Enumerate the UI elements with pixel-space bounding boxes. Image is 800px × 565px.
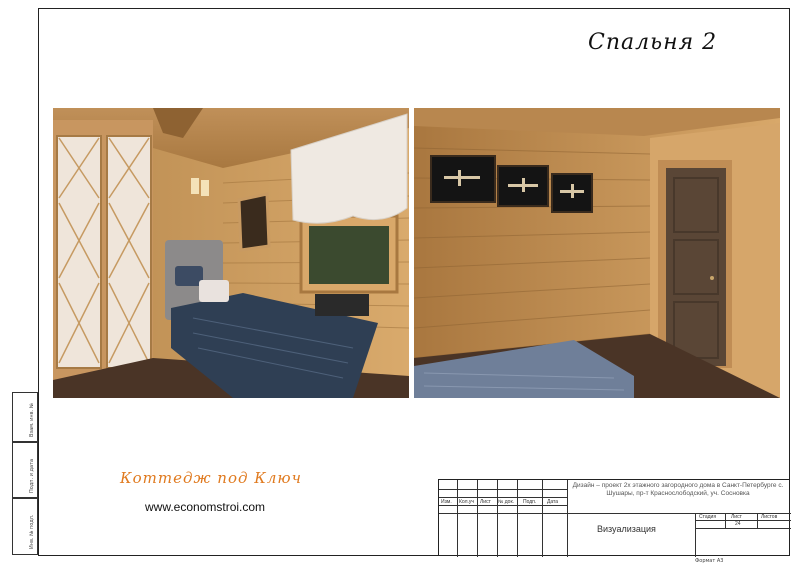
tb-col-header: Изм. <box>441 499 452 505</box>
bedroom-render-left <box>53 108 409 398</box>
tb-sheet-value: 24 <box>735 521 741 527</box>
side-stamp-label: Взам. инв. № <box>29 403 35 437</box>
bedroom-render-right <box>414 108 780 398</box>
side-stamp-cell <box>12 442 38 498</box>
tb-col-header: Подп. <box>523 499 537 505</box>
side-stamp-label: Инв. № подл. <box>29 514 35 549</box>
tb-sheet-header: Лист <box>731 514 742 520</box>
sheet-title: Спальня 2 <box>588 30 718 55</box>
tb-col-header: Кол.уч <box>459 499 474 505</box>
paper-format: Формат А3 <box>695 558 724 564</box>
title-block <box>438 479 790 556</box>
side-stamp-cell <box>12 392 38 442</box>
side-stamp-cell <box>12 498 38 555</box>
side-stamp-label: Подп. и дата <box>29 458 35 493</box>
project-name: Дизайн – проект 2х этажного загородного дома в Санкт-Петербурге с. Шушары, пр-т Краснослободский, уч. Сосновка <box>572 482 784 497</box>
sheet-view-name: Визуализация <box>597 524 656 534</box>
company-logo-text: Коттедж под Ключ <box>120 469 302 487</box>
tb-sheets-header: Листов <box>761 514 778 520</box>
company-website: www.economstroi.com <box>145 500 266 514</box>
tb-col-header: Лист <box>480 499 491 505</box>
tb-col-header: № док. <box>498 499 515 505</box>
side-stamp <box>12 392 38 555</box>
tb-col-header: Дата <box>547 499 559 505</box>
tb-stage-header: Стадия <box>699 514 717 520</box>
